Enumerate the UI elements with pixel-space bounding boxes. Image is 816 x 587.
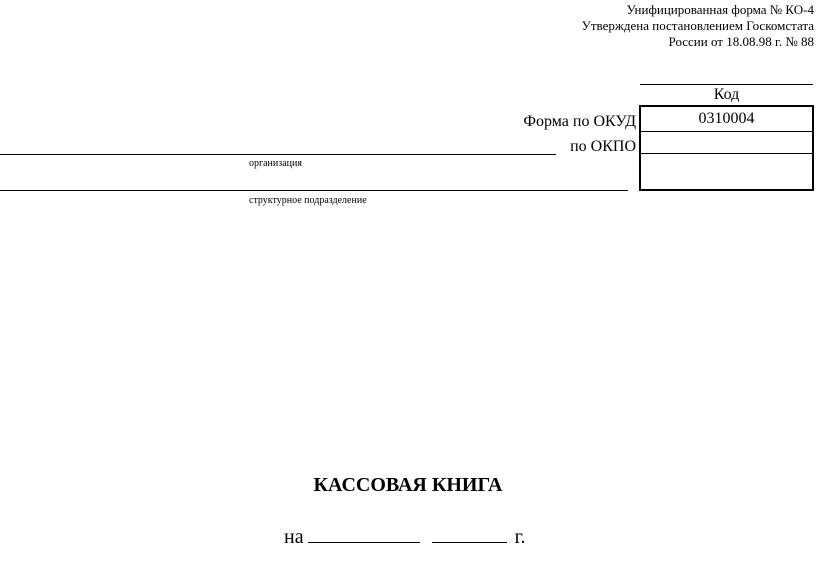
okpo-label: по ОКПО — [570, 138, 636, 155]
form-header — [582, 2, 814, 50]
organization-caption: организация — [249, 158, 302, 169]
document-title — [0, 474, 816, 497]
okud-label: Форма по ОКУД — [523, 113, 636, 130]
period-blank-1[interactable] — [308, 526, 420, 543]
approval-date-text: России от 18.08.98 г. № 88 — [668, 34, 814, 49]
period-line — [284, 526, 526, 549]
department-code[interactable] — [640, 154, 813, 191]
period-prefix: на — [284, 526, 304, 548]
period-suffix: г. — [514, 526, 526, 548]
organization-field[interactable] — [0, 154, 556, 155]
okpo-code[interactable] — [640, 132, 813, 154]
document-title-text: КАССОВАЯ КНИГА — [313, 474, 503, 496]
codes-table — [639, 84, 814, 191]
department-field[interactable] — [0, 190, 628, 191]
period-blank-2[interactable] — [432, 526, 507, 543]
department-caption: структурное подразделение — [249, 195, 367, 206]
form-number-text: Унифицированная форма № КО-4 — [626, 2, 814, 17]
codes-header: Код — [640, 85, 813, 107]
approval-text: Утверждена постановлением Госкомстата — [581, 18, 814, 33]
okud-code: 0310004 — [640, 106, 813, 132]
